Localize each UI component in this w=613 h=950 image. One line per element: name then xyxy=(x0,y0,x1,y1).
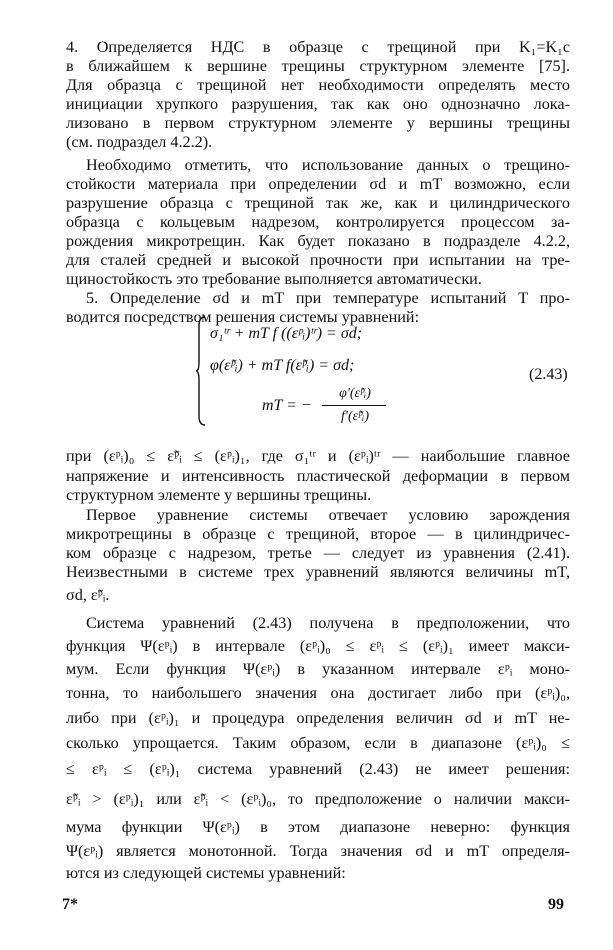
left-brace-icon xyxy=(196,316,206,426)
text-line: сколько упрощается. Таким образом, если в диапазоне (εᵖᵢ)₀ ≤ xyxy=(66,734,570,752)
equation-line-3-left: mT = − xyxy=(262,397,312,414)
text-line: тонна, то наибольшего значения она достигает либо при (εᵖᵢ)₀, xyxy=(66,684,570,702)
text-line: ≤ εᵖᵢ ≤ (εᵖᵢ)₁ система уравнений (2.43) не имеет решения: xyxy=(66,760,570,778)
text-line: для сталей средней и высокой прочности при испытании на тре- xyxy=(66,251,570,269)
equation-number: (2.43) xyxy=(529,366,568,383)
page-number: 99 xyxy=(548,896,564,913)
text-line: ε̃ᵖᵢ > (εᵖᵢ)₁ или ε̃ᵖᵢ < (εᵖᵢ)₀, то предположение о наличии макси- xyxy=(66,790,570,808)
text-line: стойкости материала при определении σd и mT возможно, если xyxy=(66,175,570,193)
text-line: напряжение и интенсивность пластической деформации в первом xyxy=(66,467,570,485)
text-line: щиностойкость это требование выполняется автоматически. xyxy=(66,270,482,288)
text-line: Необходимо отметить, что использование данных о трещино- xyxy=(86,156,570,174)
text-line: функция Ψ(εᵖᵢ) в интервале (εᵖᵢ)₀ ≤ εᵖᵢ ≤ (εᵖᵢ)₁ имеет макси- xyxy=(66,637,570,655)
text-line: структурном элементе у вершины трещины. xyxy=(66,486,372,504)
text-line: в ближайшем к вершине трещины структурном элементе [75]. xyxy=(66,57,570,75)
text-line: водится посредством решения системы уравнений: xyxy=(66,308,420,326)
text-line: мума функции Ψ(εᵖᵢ) в этом диапазоне неверно: функция xyxy=(66,818,570,836)
text-line: лизовано в первом структурном элементе у вершины трещины xyxy=(66,114,570,132)
signature-mark: 7* xyxy=(62,896,78,913)
equation-line-2: φ(ε̃ᵖᵢ) + mT f(ε̃ᵖᵢ) = σd; xyxy=(210,357,355,374)
text-line: мум. Если функция Ψ(εᵖᵢ) в указанном интервале εᵖᵢ моно- xyxy=(66,660,570,678)
text-line: при (εᵖᵢ)₀ ≤ ε̃ᵖᵢ ≤ (εᵖᵢ)₁, где σ₁ᵗʳ и (εᵖᵢ)ᵗʳ — наибольшие главное xyxy=(66,447,570,465)
text-line: Система уравнений (2.43) получена в предположении, что xyxy=(86,614,570,632)
text-line: σd, ε̃ᵖᵢ. xyxy=(66,586,110,604)
text-line: микротрещины в образце с трещиной, второе — в цилиндричес- xyxy=(66,525,570,543)
text-line: Ψ(εᵖᵢ) является монотонной. Тогда значения σd и mT определя- xyxy=(66,842,570,860)
text-line: ком образце с надрезом, третье — следует из уравнения (2.41). xyxy=(66,544,570,562)
text-line: Первое уравнение системы отвечает условию зарождения xyxy=(86,506,570,524)
equation-line-1: σ₁ᵗʳ + mT f ((εᵖᵢ)ᵗʳ) = σd; xyxy=(210,325,363,342)
text-line: (см. подраздел 4.2.2). xyxy=(66,133,213,151)
text-line: Для образца с трещиной нет необходимости определять место xyxy=(66,76,570,94)
text-line: либо при (εᵖᵢ)₁ и процедура определения величин σd и mT не- xyxy=(66,709,570,727)
equation-fraction-denominator: f′(ε̃ᵖᵢ) xyxy=(341,409,369,424)
text-line: ются из следующей системы уравнений: xyxy=(66,864,346,882)
fraction-bar xyxy=(322,405,386,406)
text-line: 5. Определение σd и mT при температуре испытаний T про- xyxy=(86,289,570,307)
text-line: разрушение образца с трещиной так же, как и цилиндрического xyxy=(66,194,570,212)
text-line: инициации хрупкого разрушения, так как оно однозначно лока- xyxy=(66,95,570,113)
text-line: 4. Определяется НДС в образце с трещиной при K₁=K₁c xyxy=(66,38,570,56)
text-line: Неизвестными в системе трех уравнений являются величины mT, xyxy=(66,563,570,581)
text-line: рождения микротрещин. Как будет показано в подразделе 4.2.2, xyxy=(66,232,570,250)
text-line: образца с кольцевым надрезом, контролируется процессом за- xyxy=(66,213,570,231)
equation-fraction-numerator: φ′(ε̃ᵖᵢ) xyxy=(339,386,371,401)
